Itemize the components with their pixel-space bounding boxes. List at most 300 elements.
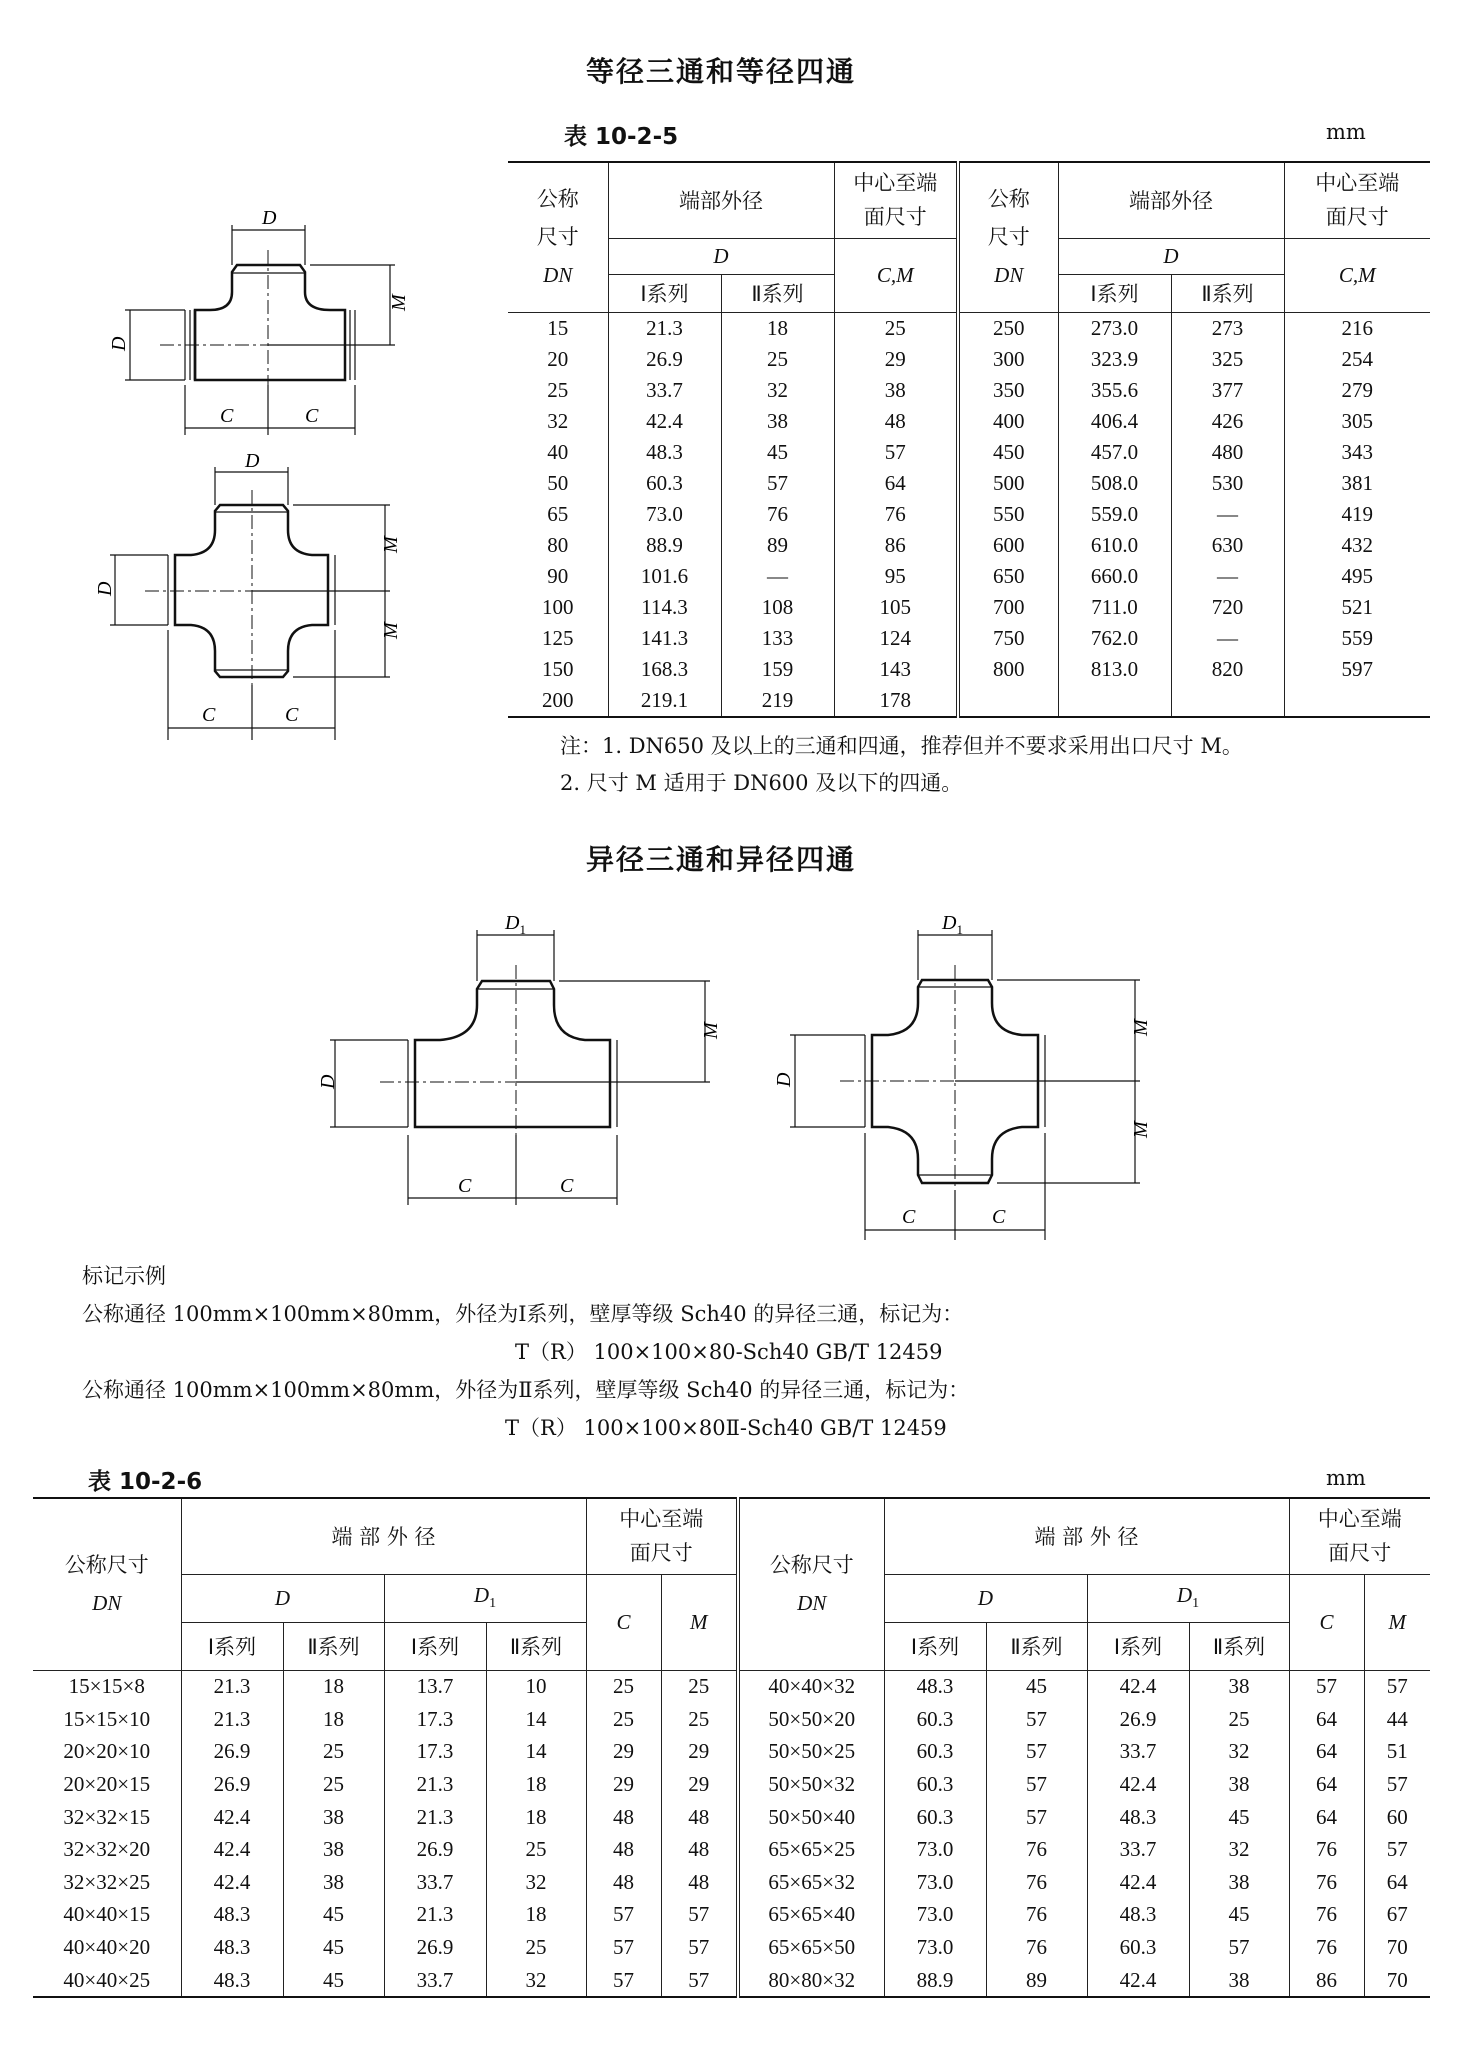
table-cell: — bbox=[1171, 623, 1284, 654]
table-cell: 48 bbox=[586, 1801, 661, 1834]
table-cell: 42.4 bbox=[1087, 1768, 1189, 1801]
table-cell: 44 bbox=[1364, 1703, 1430, 1736]
table-cell: 29 bbox=[661, 1736, 738, 1769]
table5-note1: 注：1. DN650 及以上的三通和四通，推荐但并不要求采用出口尺寸 M。 bbox=[560, 734, 1243, 758]
table-cell: 76 bbox=[1289, 1833, 1364, 1866]
table-cell: 50×50×20 bbox=[738, 1703, 884, 1736]
table-row bbox=[508, 375, 1430, 406]
table-cell: 73.0 bbox=[608, 499, 721, 530]
table-cell: 40×40×32 bbox=[738, 1670, 884, 1703]
table-cell: 57 bbox=[1364, 1833, 1430, 1866]
table-cell: 57 bbox=[1364, 1768, 1430, 1801]
svg-text:M: M bbox=[700, 1022, 722, 1039]
svg-text:D1: $D_1$ bbox=[505, 912, 526, 937]
table-cell: 26.9 bbox=[181, 1736, 283, 1769]
table-cell: 40×40×20 bbox=[33, 1931, 181, 1964]
table-cell: 300 bbox=[958, 344, 1058, 375]
table-cell: 20×20×10 bbox=[33, 1736, 181, 1769]
table-cell: 813.0 bbox=[1058, 654, 1171, 685]
table-cell: 67 bbox=[1364, 1899, 1430, 1932]
table-cell: 800 bbox=[958, 654, 1058, 685]
table-cell: 76 bbox=[1289, 1931, 1364, 1964]
table-cell: 38 bbox=[283, 1833, 384, 1866]
svg-text:C: C bbox=[202, 704, 216, 726]
table-cell: 630 bbox=[1171, 530, 1284, 561]
table-cell: 25 bbox=[721, 344, 834, 375]
table-cell: 32×32×25 bbox=[33, 1866, 181, 1899]
table-cell: 419 bbox=[1284, 499, 1430, 530]
table-cell: 124 bbox=[834, 623, 958, 654]
table-cell: 26.9 bbox=[384, 1931, 486, 1964]
table-cell: 650 bbox=[958, 561, 1058, 592]
table-cell: 64 bbox=[1289, 1703, 1364, 1736]
table-row bbox=[508, 468, 1430, 499]
table-cell: 45 bbox=[721, 437, 834, 468]
table-cell: 273.0 bbox=[1058, 312, 1171, 344]
table-cell: 660.0 bbox=[1058, 561, 1171, 592]
t6-hdr-center-left: 中心至端 面尺寸 bbox=[586, 1498, 738, 1574]
table-cell: 48 bbox=[661, 1866, 738, 1899]
table-cell: 25 bbox=[661, 1703, 738, 1736]
t5-hdr-outer-right: 端部外径 bbox=[1058, 162, 1284, 238]
table-cell: 45 bbox=[283, 1931, 384, 1964]
table-cell: 219.1 bbox=[608, 685, 721, 717]
table-cell: 76 bbox=[834, 499, 958, 530]
svg-text:M: M bbox=[1130, 1121, 1152, 1138]
table-cell: 101.6 bbox=[608, 561, 721, 592]
table-cell: 38 bbox=[1189, 1670, 1289, 1703]
table-cell: 32 bbox=[721, 375, 834, 406]
table-cell: 25 bbox=[586, 1703, 661, 1736]
svg-text:C: C bbox=[458, 1175, 472, 1197]
table-cell: 64 bbox=[1289, 1801, 1364, 1834]
t6-hdr-outer-left: 端 部 外 径 bbox=[181, 1498, 586, 1574]
table-cell: 45 bbox=[1189, 1899, 1289, 1932]
table-row bbox=[33, 1866, 1430, 1899]
table-cell: 48.3 bbox=[181, 1964, 283, 1998]
table-cell: 60.3 bbox=[1087, 1931, 1189, 1964]
table-cell: 21.3 bbox=[384, 1768, 486, 1801]
table-cell: 48 bbox=[834, 406, 958, 437]
table-cell: 18 bbox=[486, 1899, 586, 1932]
table-cell: 48.3 bbox=[181, 1931, 283, 1964]
table-cell: 90 bbox=[508, 561, 608, 592]
table-cell: 480 bbox=[1171, 437, 1284, 468]
table-cell: 450 bbox=[958, 437, 1058, 468]
section2-title: 异径三通和异径四通 bbox=[586, 843, 857, 876]
table-cell: 73.0 bbox=[884, 1833, 986, 1866]
table-row bbox=[33, 1899, 1430, 1932]
svg-text:D1: $D_1$ bbox=[942, 912, 963, 937]
table-cell: 42.4 bbox=[1087, 1670, 1189, 1703]
table-cell: 25 bbox=[1189, 1703, 1289, 1736]
svg-text:M: M bbox=[388, 294, 410, 311]
table-cell: 33.7 bbox=[1087, 1736, 1189, 1769]
table-row bbox=[33, 1931, 1430, 1964]
table-cell: 720 bbox=[1171, 592, 1284, 623]
table-cell: 60.3 bbox=[884, 1801, 986, 1834]
reducing-cross-drawing bbox=[770, 905, 1150, 1245]
table-cell: 76 bbox=[1289, 1899, 1364, 1932]
table-cell: 25 bbox=[283, 1768, 384, 1801]
table-cell: 133 bbox=[721, 623, 834, 654]
table-cell: 750 bbox=[958, 623, 1058, 654]
table-cell: 323.9 bbox=[1058, 344, 1171, 375]
table-cell: 32 bbox=[1189, 1736, 1289, 1769]
table-cell: 42.4 bbox=[181, 1833, 283, 1866]
table-cell: 25 bbox=[508, 375, 608, 406]
table-cell: 711.0 bbox=[1058, 592, 1171, 623]
table-cell: 40 bbox=[508, 437, 608, 468]
table-cell: 38 bbox=[283, 1801, 384, 1834]
table-row bbox=[508, 592, 1430, 623]
table-cell: 381 bbox=[1284, 468, 1430, 499]
table-cell: 57 bbox=[661, 1899, 738, 1932]
table-cell: 32 bbox=[1189, 1833, 1289, 1866]
table-cell: 32×32×15 bbox=[33, 1801, 181, 1834]
table-cell: 26.9 bbox=[1087, 1703, 1189, 1736]
table-cell: 20 bbox=[508, 344, 608, 375]
table-cell: 76 bbox=[986, 1833, 1087, 1866]
table-row bbox=[33, 1964, 1430, 1998]
svg-text:D: D bbox=[94, 581, 116, 596]
table-cell: 108 bbox=[721, 592, 834, 623]
table-cell: 80 bbox=[508, 530, 608, 561]
table-cell: 60 bbox=[1364, 1801, 1430, 1834]
table-cell: 88.9 bbox=[884, 1964, 986, 1998]
table-cell: 64 bbox=[1289, 1768, 1364, 1801]
table-cell: 33.7 bbox=[384, 1964, 486, 1998]
table-10-2-5: 公称 尺寸 DN 端部外径 中心至端 面尺寸 公称 尺寸 DN 端部外径 中心至端 面尺寸 D C,M D C,M Ⅰ系列 Ⅱ系列 Ⅰ系列 Ⅱ系列 15 21.3 18 25 250 273.0 273 216 20 26.9 25 29 300 323.9 325 254 25 33.7 32 38 350 355.6 377 279 32 42.4 38 48 400 406.4 426 305 40 48.3 45 57 450 457.0 480 343 50 60.3 57 64 500 508.0 530 381 65 73.0 76 76 550 559.0 — 419 80 88.9 89 86 600 610.0 630 432 90 101.6 — 95 650 660.0 — 495 100 114.3 108 105 700 711.0 720 521 125 141.3 133 124 750 762.0 — 559 150 168.3 159 143 800 813.0 820 597 200 219.1 219 178 bbox=[508, 161, 1430, 718]
table-cell: 65×65×32 bbox=[738, 1866, 884, 1899]
svg-text:D: D bbox=[245, 450, 260, 472]
marking-heading: 标记示例 bbox=[82, 1264, 166, 1288]
table-cell: 26.9 bbox=[608, 344, 721, 375]
table-cell: 325 bbox=[1171, 344, 1284, 375]
table-row bbox=[508, 312, 1430, 344]
table-cell: 86 bbox=[1289, 1964, 1364, 1998]
table-row bbox=[33, 1768, 1430, 1801]
t5-hdr-outer-left: 端部外径 bbox=[608, 162, 834, 238]
table-cell: 57 bbox=[986, 1768, 1087, 1801]
table-cell: 25 bbox=[486, 1833, 586, 1866]
table-cell bbox=[1058, 685, 1171, 717]
table-cell: 76 bbox=[986, 1899, 1087, 1932]
table-cell: 45 bbox=[283, 1964, 384, 1998]
table-cell: 48 bbox=[586, 1833, 661, 1866]
svg-text:D: D bbox=[773, 1072, 795, 1087]
table-cell: 40×40×15 bbox=[33, 1899, 181, 1932]
table-cell: 73.0 bbox=[884, 1931, 986, 1964]
table-cell: 73.0 bbox=[884, 1866, 986, 1899]
table-cell: 125 bbox=[508, 623, 608, 654]
table-cell: 279 bbox=[1284, 375, 1430, 406]
t6-hdr-center-right: 中心至端 面尺寸 bbox=[1289, 1498, 1430, 1574]
table-cell: 29 bbox=[661, 1768, 738, 1801]
table-cell: 820 bbox=[1171, 654, 1284, 685]
table-cell: 273 bbox=[1171, 312, 1284, 344]
table-cell: 38 bbox=[1189, 1964, 1289, 1998]
table-cell: 25 bbox=[661, 1670, 738, 1703]
table-cell: 33.7 bbox=[1087, 1833, 1189, 1866]
table-cell: 762.0 bbox=[1058, 623, 1171, 654]
table-cell: 29 bbox=[834, 344, 958, 375]
table-cell: 17.3 bbox=[384, 1703, 486, 1736]
table-cell: 500 bbox=[958, 468, 1058, 499]
table-cell: 559.0 bbox=[1058, 499, 1171, 530]
table-row bbox=[508, 530, 1430, 561]
table-cell: 32 bbox=[486, 1866, 586, 1899]
table-row bbox=[508, 685, 1430, 717]
table-cell: 70 bbox=[1364, 1931, 1430, 1964]
table-cell: 38 bbox=[1189, 1768, 1289, 1801]
table-row bbox=[33, 1736, 1430, 1769]
table-cell: 40×40×25 bbox=[33, 1964, 181, 1998]
table-cell: 60.3 bbox=[884, 1736, 986, 1769]
t5-hdr-dn-right: 公称 尺寸 DN bbox=[958, 162, 1058, 312]
table-cell: 42.4 bbox=[181, 1866, 283, 1899]
table-cell: — bbox=[721, 561, 834, 592]
marking-code1: T（R） 100×100×80-Sch40 GB/T 12459 bbox=[515, 1340, 943, 1364]
table-cell: 305 bbox=[1284, 406, 1430, 437]
t6-hdr-d1-left: $D_1$ bbox=[384, 1574, 586, 1622]
table-cell: 33.7 bbox=[384, 1866, 486, 1899]
table-cell: 20×20×15 bbox=[33, 1768, 181, 1801]
table-10-2-6: 公称尺寸 DN 端 部 外 径 中心至端 面尺寸 公称尺寸 DN 端 部 外 径 中心至端 面尺寸 D $D_1$ C M D $D_1$ C M Ⅰ系列 Ⅱ系列 Ⅰ系列 Ⅱ系列 Ⅰ系列 Ⅱ系列 Ⅰ系列 Ⅱ系列 15×15×8 21.3 18 13.7 10 25 25 40×40×32 48.3 45 42.4 38 57 57 15×15×10 21.3 18 17.3 14 25 25 50×50×20 60.3 57 26.9 25 64 44 20×20×10 26.9 25 17.3 14 29 29 50×50×25 60.3 57 33.7 32 64 51 20×20×15 26.9 25 21.3 18 29 29 50×50×32 60.3 57 42.4 38 64 57 32×32×15 42.4 38 21.3 18 48 48 50×50×40 60.3 57 48.3 45 64 60 32×32×20 42.4 38 26.9 25 48 48 65×65×25 73.0 76 33.7 32 76 57 32×32×25 42.4 38 33.7 32 48 48 65×65×32 73.0 76 42.4 38 76 64 40×40×15 48.3 45 21.3 18 57 57 65×65×40 73.0 76 48.3 45 76 67 40×40×20 48.3 45 26.9 25 57 57 65×65×50 73.0 76 60.3 57 76 70 40×40×25 48.3 45 33.7 32 57 57 80×80×32 88.9 89 42.4 38 86 70 bbox=[33, 1497, 1430, 1998]
table-cell: 150 bbox=[508, 654, 608, 685]
t5-hdr-dn-left: 公称 尺寸 DN bbox=[508, 162, 608, 312]
equal-cross-drawing bbox=[90, 445, 410, 745]
table-cell: 216 bbox=[1284, 312, 1430, 344]
t6-hdr-dn-left: 公称尺寸 DN bbox=[33, 1498, 181, 1670]
table5-unit: mm bbox=[1326, 120, 1366, 144]
table-cell bbox=[1284, 685, 1430, 717]
table-cell: 89 bbox=[721, 530, 834, 561]
table-cell: — bbox=[1171, 499, 1284, 530]
table-cell: 29 bbox=[586, 1768, 661, 1801]
equal-tee-drawing bbox=[100, 200, 420, 450]
table6-title: 表 10-2-6 bbox=[88, 1469, 203, 1495]
table-cell: 38 bbox=[1189, 1866, 1289, 1899]
table-cell: 48.3 bbox=[181, 1899, 283, 1932]
table-cell: 57 bbox=[986, 1801, 1087, 1834]
table-cell bbox=[958, 685, 1058, 717]
table-row bbox=[508, 654, 1430, 685]
table-cell: 29 bbox=[586, 1736, 661, 1769]
table-cell: 76 bbox=[986, 1931, 1087, 1964]
t6-hdr-outer-right: 端 部 外 径 bbox=[884, 1498, 1289, 1574]
table-cell: 48 bbox=[586, 1866, 661, 1899]
table-cell: 57 bbox=[721, 468, 834, 499]
table-cell: 76 bbox=[1289, 1866, 1364, 1899]
table-cell: 15×15×10 bbox=[33, 1703, 181, 1736]
table-cell: 550 bbox=[958, 499, 1058, 530]
table-cell: 50×50×40 bbox=[738, 1801, 884, 1834]
section1-title: 等径三通和等径四通 bbox=[586, 55, 857, 88]
table-cell: 178 bbox=[834, 685, 958, 717]
table-cell: 45 bbox=[1189, 1801, 1289, 1834]
table-cell: 73.0 bbox=[884, 1899, 986, 1932]
table-cell: 105 bbox=[834, 592, 958, 623]
table-cell: 432 bbox=[1284, 530, 1430, 561]
marking-code2: T（R） 100×100×80Ⅱ-Sch40 GB/T 12459 bbox=[505, 1416, 947, 1440]
table5-title: 表 10-2-5 bbox=[564, 124, 679, 150]
table-cell: 57 bbox=[1189, 1931, 1289, 1964]
table-cell: 95 bbox=[834, 561, 958, 592]
table-cell: 76 bbox=[721, 499, 834, 530]
table-cell: 21.3 bbox=[608, 312, 721, 344]
table-cell: 14 bbox=[486, 1736, 586, 1769]
svg-text:M: M bbox=[1130, 1019, 1152, 1036]
table-cell: 25 bbox=[586, 1670, 661, 1703]
table-cell: 508.0 bbox=[1058, 468, 1171, 499]
table-cell: 57 bbox=[661, 1964, 738, 1998]
table-cell: 57 bbox=[586, 1931, 661, 1964]
table-cell: 141.3 bbox=[608, 623, 721, 654]
table-cell: 21.3 bbox=[384, 1899, 486, 1932]
table-cell: 200 bbox=[508, 685, 608, 717]
table-cell: 65×65×40 bbox=[738, 1899, 884, 1932]
table-cell: 65×65×25 bbox=[738, 1833, 884, 1866]
svg-text:C: C bbox=[992, 1206, 1006, 1228]
table-row bbox=[508, 344, 1430, 375]
tee-label-d: D bbox=[262, 207, 277, 229]
table-cell: 48.3 bbox=[1087, 1801, 1189, 1834]
table-cell: 159 bbox=[721, 654, 834, 685]
table-cell: 57 bbox=[834, 437, 958, 468]
table-cell: 559 bbox=[1284, 623, 1430, 654]
table-cell: 15 bbox=[508, 312, 608, 344]
table-cell: 48.3 bbox=[608, 437, 721, 468]
table-cell: 377 bbox=[1171, 375, 1284, 406]
table-cell bbox=[1171, 685, 1284, 717]
t6-hdr-dn-right: 公称尺寸 DN bbox=[738, 1498, 884, 1670]
t5-hdr-center-right: 中心至端 面尺寸 bbox=[1284, 162, 1430, 238]
reducing-tee-drawing bbox=[317, 905, 722, 1225]
svg-text:M: M bbox=[380, 622, 402, 639]
table-cell: 57 bbox=[586, 1964, 661, 1998]
table-row bbox=[33, 1703, 1430, 1736]
table-cell: 597 bbox=[1284, 654, 1430, 685]
table-cell: 50×50×32 bbox=[738, 1768, 884, 1801]
table-cell: 32 bbox=[508, 406, 608, 437]
table-cell: 42.4 bbox=[608, 406, 721, 437]
table-cell: 168.3 bbox=[608, 654, 721, 685]
table-cell: 25 bbox=[486, 1931, 586, 1964]
table-cell: 57 bbox=[586, 1899, 661, 1932]
table-cell: 18 bbox=[283, 1670, 384, 1703]
table-cell: 143 bbox=[834, 654, 958, 685]
table-cell: 33.7 bbox=[608, 375, 721, 406]
table-cell: 88.9 bbox=[608, 530, 721, 561]
table-cell: 521 bbox=[1284, 592, 1430, 623]
table-cell: 42.4 bbox=[1087, 1866, 1189, 1899]
svg-text:M: M bbox=[380, 536, 402, 553]
table-cell: 65 bbox=[508, 499, 608, 530]
table-cell: 57 bbox=[1289, 1670, 1364, 1703]
table-cell: 495 bbox=[1284, 561, 1430, 592]
table-cell: 355.6 bbox=[1058, 375, 1171, 406]
table-cell: 45 bbox=[283, 1899, 384, 1932]
table-cell: 42.4 bbox=[181, 1801, 283, 1834]
table5-note2: 2. 尺寸 M 适用于 DN600 及以下的四通。 bbox=[560, 771, 963, 795]
table-cell: 64 bbox=[1364, 1866, 1430, 1899]
table-cell: 18 bbox=[486, 1768, 586, 1801]
table-cell: 18 bbox=[486, 1801, 586, 1834]
table-cell: 25 bbox=[283, 1736, 384, 1769]
svg-text:D: D bbox=[317, 1074, 339, 1089]
table-cell: 32 bbox=[486, 1964, 586, 1998]
table-cell: 400 bbox=[958, 406, 1058, 437]
table-cell: 14 bbox=[486, 1703, 586, 1736]
table-cell: 38 bbox=[834, 375, 958, 406]
table-cell: 80×80×32 bbox=[738, 1964, 884, 1998]
table-cell: 18 bbox=[283, 1703, 384, 1736]
table-cell: 38 bbox=[283, 1866, 384, 1899]
table-cell: 100 bbox=[508, 592, 608, 623]
t5-hdr-center-left: 中心至端 面尺寸 bbox=[834, 162, 958, 238]
table-cell: 406.4 bbox=[1058, 406, 1171, 437]
svg-text:C: C bbox=[902, 1206, 916, 1228]
table-cell: 457.0 bbox=[1058, 437, 1171, 468]
table-cell: 60.3 bbox=[884, 1768, 986, 1801]
table-row bbox=[508, 623, 1430, 654]
table-row bbox=[508, 437, 1430, 468]
table-row bbox=[33, 1833, 1430, 1866]
table-cell: 26.9 bbox=[384, 1833, 486, 1866]
table-cell: 48.3 bbox=[1087, 1899, 1189, 1932]
table-cell: 600 bbox=[958, 530, 1058, 561]
table-cell: 10 bbox=[486, 1670, 586, 1703]
svg-text:C: C bbox=[220, 405, 234, 427]
table-cell: 45 bbox=[986, 1670, 1087, 1703]
table-cell: 18 bbox=[721, 312, 834, 344]
svg-text:C: C bbox=[305, 405, 319, 427]
table-cell: 25 bbox=[834, 312, 958, 344]
table-cell: 48.3 bbox=[884, 1670, 986, 1703]
table-cell: 26.9 bbox=[181, 1768, 283, 1801]
svg-text:C: C bbox=[285, 704, 299, 726]
table-row bbox=[33, 1670, 1430, 1703]
table-cell: 114.3 bbox=[608, 592, 721, 623]
table-cell: 50 bbox=[508, 468, 608, 499]
table-cell: 343 bbox=[1284, 437, 1430, 468]
table-cell: 610.0 bbox=[1058, 530, 1171, 561]
table-cell: 48 bbox=[661, 1833, 738, 1866]
table-cell: 426 bbox=[1171, 406, 1284, 437]
table-cell: 700 bbox=[958, 592, 1058, 623]
svg-text:D: D bbox=[108, 336, 130, 351]
table-cell: 48 bbox=[661, 1801, 738, 1834]
table-cell: 76 bbox=[986, 1866, 1087, 1899]
table-cell: 86 bbox=[834, 530, 958, 561]
table-row bbox=[33, 1801, 1430, 1834]
table-cell: 89 bbox=[986, 1964, 1087, 1998]
table-cell: 65×65×50 bbox=[738, 1931, 884, 1964]
t6-hdr-d1-right: $D_1$ bbox=[1087, 1574, 1289, 1622]
table-cell: 250 bbox=[958, 312, 1058, 344]
table-cell: 350 bbox=[958, 375, 1058, 406]
table-cell: 57 bbox=[1364, 1670, 1430, 1703]
table-cell: 21.3 bbox=[181, 1703, 283, 1736]
table-cell: 17.3 bbox=[384, 1736, 486, 1769]
table-cell: 38 bbox=[721, 406, 834, 437]
table-cell: — bbox=[1171, 561, 1284, 592]
table-cell: 57 bbox=[986, 1703, 1087, 1736]
table-cell: 57 bbox=[986, 1736, 1087, 1769]
table-cell: 57 bbox=[661, 1931, 738, 1964]
table-cell: 32×32×20 bbox=[33, 1833, 181, 1866]
